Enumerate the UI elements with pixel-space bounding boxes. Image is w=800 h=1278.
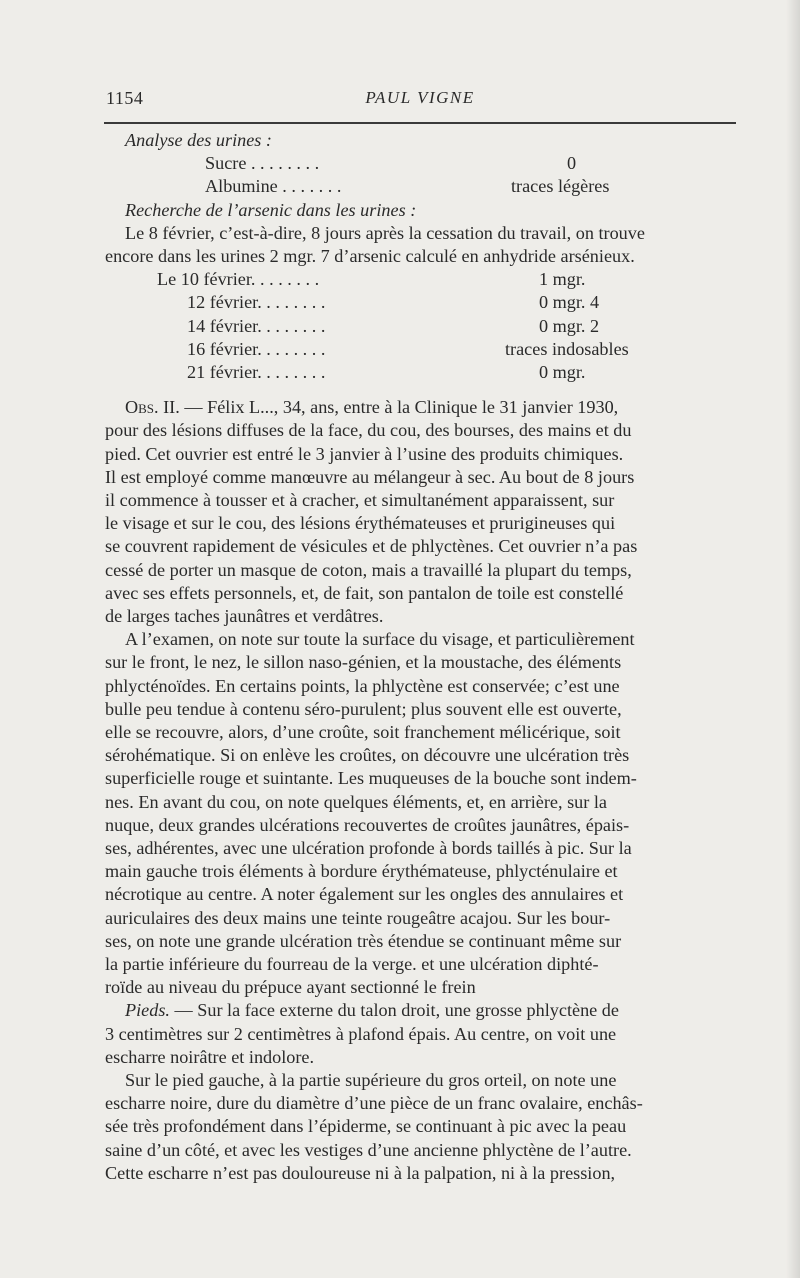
arsenic-row bbox=[105, 291, 751, 314]
text-line: A l’examen, on note sur toute la surface du visage, et particulièrement bbox=[125, 629, 635, 650]
text-line: elle se recouvre, alors, d’une croûte, soit franchement mélicérique, soit bbox=[105, 721, 621, 742]
page-edge-shadow bbox=[786, 0, 800, 1278]
urine-row-value: traces légères bbox=[511, 176, 610, 197]
text-line: superficielle rouge et suintante. Les muqueuses de la bouche sont indem- bbox=[105, 768, 637, 789]
text-line: la partie inférieure du fourreau de la verge. et une ulcération diphté- bbox=[105, 954, 599, 974]
text-line: sée très profondément dans l’épiderme, se continuant à pic avec la peau bbox=[105, 1116, 627, 1137]
arsenic-row bbox=[105, 268, 751, 291]
arsenic-row bbox=[105, 338, 751, 361]
arsenic-row-date: 12 février. . . . . . . . bbox=[187, 292, 326, 313]
page-number: 1154 bbox=[106, 88, 144, 108]
arsenic-row-value: 0 mgr. 4 bbox=[539, 292, 600, 313]
running-head bbox=[106, 88, 734, 114]
examination-paragraph bbox=[105, 628, 751, 999]
text-line: nuque, deux grandes ulcérations recouvertes de croûtes jaunâtres, épais- bbox=[105, 814, 630, 835]
feet-label: Pieds. bbox=[125, 1000, 170, 1021]
text-line: se couvrent rapidement de vésicules et de phlyctènes. Cet ouvrier n’a pas bbox=[105, 536, 638, 557]
header-rule bbox=[104, 122, 736, 124]
text-line: pied. Cet ouvrier est entré le 3 janvier à l’usine des produits chimiques. bbox=[105, 443, 624, 464]
urine-row bbox=[105, 152, 751, 175]
text-line: sérohématique. Si on enlève les croûtes, on découvre une ulcération très bbox=[105, 745, 630, 766]
arsenic-row-value: traces indosables bbox=[505, 338, 629, 359]
arsenic-row bbox=[105, 315, 751, 338]
text-line: Le 8 février, c’est-à-dire, 8 jours après la cessation du travail, on trouve bbox=[125, 222, 645, 243]
observation-label: Obs. II. bbox=[125, 397, 180, 418]
urine-analysis-table bbox=[105, 152, 751, 198]
urine-row-value: 0 bbox=[567, 153, 577, 174]
text-line: pour des lésions diffuses de la face, du cou, des bourses, des mains et du bbox=[105, 420, 632, 441]
text-line: bulle peu tendue à contenu séro-purulent; plus souvent elle est ouverte, bbox=[105, 698, 622, 719]
text-line: Sur le pied gauche, à la partie supérieure du gros orteil, on note une bbox=[125, 1070, 617, 1091]
feet-paragraph bbox=[105, 999, 751, 1069]
arsenic-heading: Recherche de l’arsenic dans les urines : bbox=[125, 199, 417, 220]
text-line: ses, on note une grande ulcération très étendue se continuant même sur bbox=[105, 930, 622, 951]
arsenic-table bbox=[105, 268, 751, 384]
page-body bbox=[105, 129, 751, 1185]
urine-row-label: Sucre . . . . . . . . bbox=[205, 153, 320, 174]
text-line: il commence à tousser et à cracher, et simultanément apparaissent, sur bbox=[105, 489, 615, 510]
text-line bbox=[105, 396, 751, 419]
text-line: de larges taches jaunâtres et verdâtres. bbox=[105, 605, 384, 626]
running-head-author: PAUL VIGNE bbox=[365, 88, 475, 107]
text-line: cessé de porter un masque de coton, mais a travaillé la plupart du temps, bbox=[105, 559, 632, 580]
urine-row-label: Albumine . . . . . . . bbox=[205, 176, 342, 197]
text-line: encore dans les urines 2 mgr. 7 d’arsenic calculé en anhydride arsénieux. bbox=[105, 245, 635, 266]
arsenic-row-value: 0 mgr. 2 bbox=[539, 315, 600, 336]
observation-2 bbox=[105, 396, 751, 628]
arsenic-row-date: 14 février. . . . . . . . bbox=[187, 315, 326, 336]
arsenic-intro bbox=[105, 222, 751, 268]
text-line bbox=[105, 999, 751, 1022]
text-line: le visage et sur le cou, des lésions érythémateuses et prurigineuses qui bbox=[105, 513, 616, 534]
text-line: saine d’un côté, et avec les vestiges d’une ancienne phlyctène de l’autre. bbox=[105, 1139, 632, 1160]
arsenic-row bbox=[105, 361, 751, 384]
text-line: ses, adhérentes, avec une ulcération profonde à bords taillés à pic. Sur la bbox=[105, 837, 632, 858]
arsenic-row-date: 16 février. . . . . . . . bbox=[187, 338, 326, 359]
arsenic-row-value: 0 mgr. bbox=[539, 361, 586, 382]
text-line: Cette escharre n’est pas douloureuse ni à la palpation, ni à la pression, bbox=[105, 1162, 616, 1183]
urine-row bbox=[105, 175, 751, 198]
urine-analysis-heading: Analyse des urines : bbox=[125, 130, 272, 150]
arsenic-row-date: 21 février. . . . . . . . bbox=[187, 361, 326, 382]
text-line: nes. En avant du cou, on note quelques éléments, et, en arrière, sur la bbox=[105, 791, 608, 812]
text-line: auriculaires des deux mains une teinte rougeâtre acajou. Sur les bour- bbox=[105, 907, 611, 928]
text-line: main gauche trois éléments à bordure érythémateuse, phlycténulaire et bbox=[105, 861, 618, 882]
text-run: — Félix L..., 34, ans, entre à la Clinique le 31 janvier 1930, bbox=[179, 397, 619, 418]
text-line: nécrotique au centre. A noter également sur les ongles des annulaires et bbox=[105, 884, 624, 905]
spacer bbox=[105, 384, 751, 396]
text-line: 3 centimètres sur 2 centimètres à plafond épais. Au centre, on voit une bbox=[105, 1023, 617, 1044]
text-line: sur le front, le nez, le sillon naso-génien, et la moustache, des éléments bbox=[105, 652, 622, 673]
left-foot-paragraph bbox=[105, 1069, 751, 1185]
text-run: — Sur la face externe du talon droit, une grosse phlyctène de bbox=[169, 1000, 619, 1021]
arsenic-row-value: 1 mgr. bbox=[539, 269, 586, 290]
text-line: escharre noirâtre et indolore. bbox=[105, 1046, 315, 1067]
arsenic-row-date: Le 10 février. . . . . . . . bbox=[157, 269, 320, 290]
text-line: avec ses effets personnels, et, de fait, son pantalon de toile est constellé bbox=[105, 582, 624, 603]
text-line: phlycténoïdes. En certains points, la phlyctène est conservée; c’est une bbox=[105, 675, 620, 696]
text-line: Il est employé comme manœuvre au mélangeur à sec. Au bout de 8 jours bbox=[105, 466, 635, 487]
text-line: escharre noire, dure du diamètre d’une pièce de un franc ovalaire, enchâs- bbox=[105, 1093, 643, 1114]
text-line: roïde au niveau du prépuce ayant sectionné le frein bbox=[105, 977, 476, 998]
